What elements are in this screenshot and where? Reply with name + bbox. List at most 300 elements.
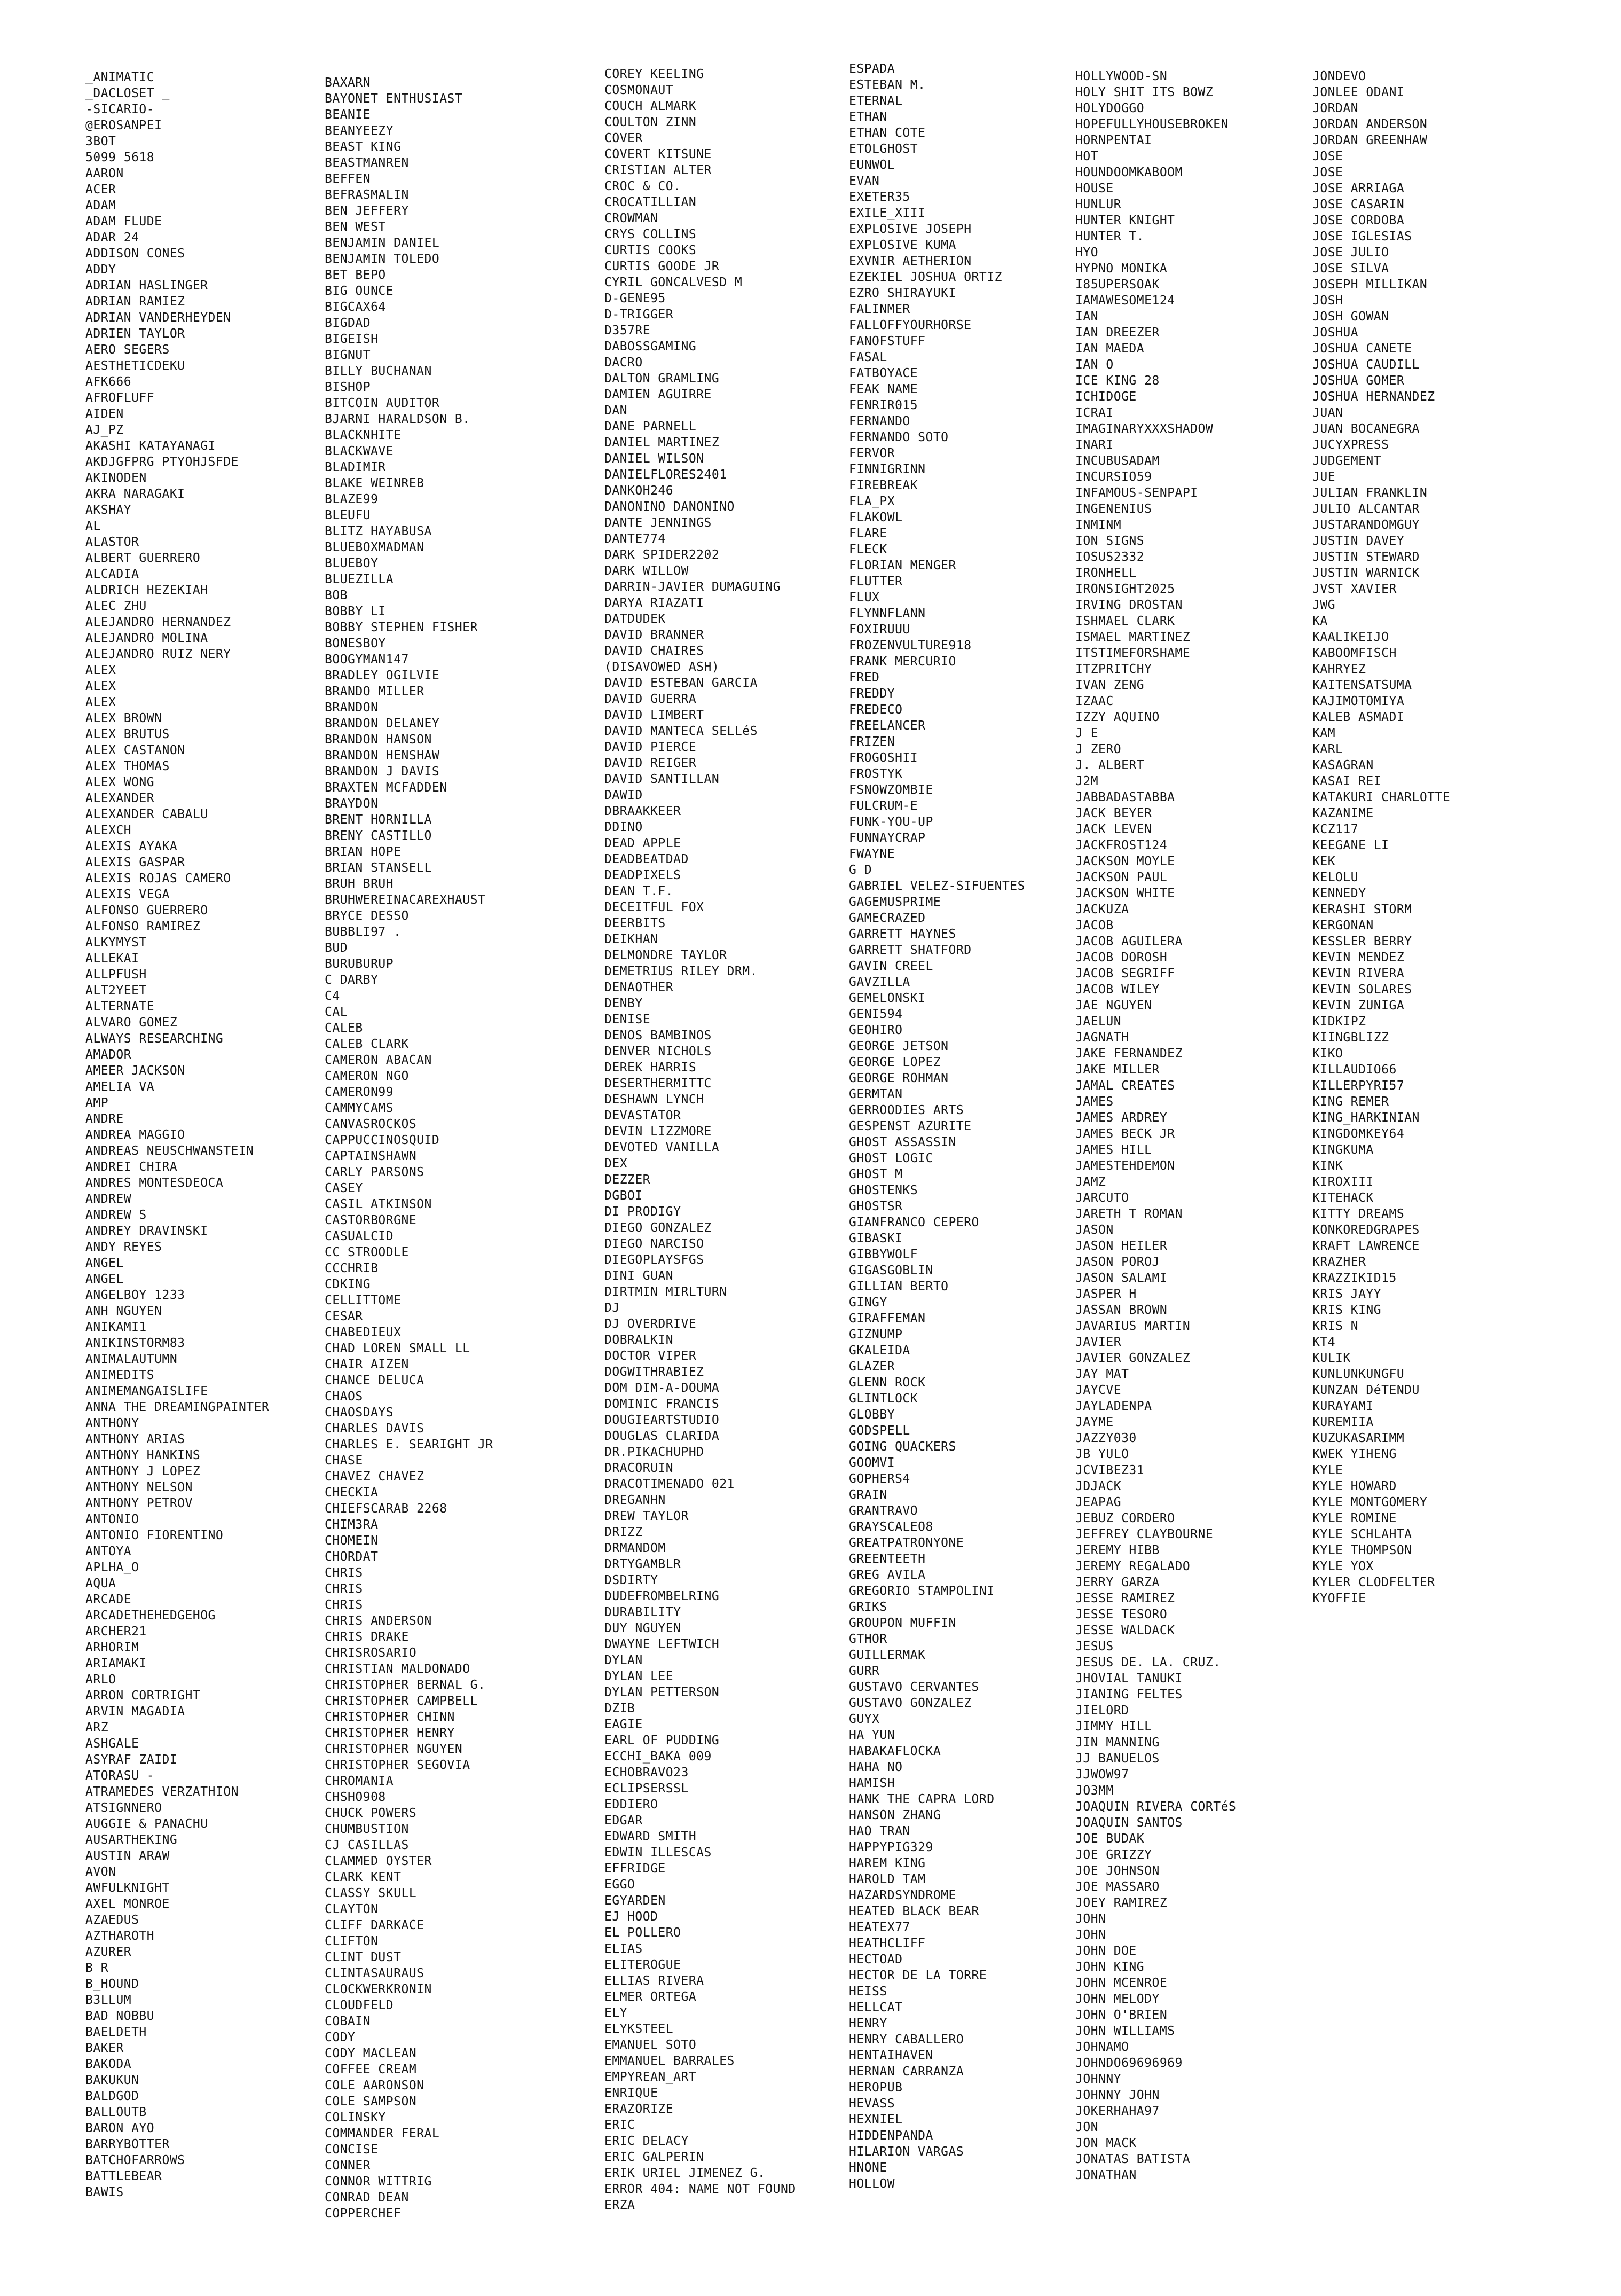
name-entry: GAMECRAZED <box>849 911 926 925</box>
name-entry: INGENENIUS <box>1075 502 1152 516</box>
name-entry: C DARBY <box>325 973 379 987</box>
name-entry: BRAYDON <box>325 797 379 811</box>
name-entry: FLUX <box>849 591 880 605</box>
name-entry: GRANTRAVO <box>849 1504 918 1518</box>
name-entry: EARL OF PUDDING <box>604 1734 720 1748</box>
name-entry: HORNPENTAI <box>1075 134 1152 147</box>
name-entry: BLACKNHITE <box>325 428 402 442</box>
name-entry: CHROMANIA <box>325 1774 394 1788</box>
name-entry: DGBOI <box>604 1189 643 1203</box>
name-entry: GLAZER <box>849 1360 895 1374</box>
name-entry: ALWAYS RESEARCHING <box>85 1032 224 1046</box>
name-entry: EMPYREAN_ART <box>604 2070 697 2084</box>
name-entry: ALEXANDER <box>85 792 155 805</box>
name-entry: DZIB <box>604 1702 635 1715</box>
name-entry: DENAOTHER <box>604 981 674 994</box>
name-entry: KILLERPYRI57 <box>1312 1079 1405 1093</box>
name-entry: CONRAD DEAN <box>325 2191 409 2205</box>
name-entry: GIRAFFEMAN <box>849 1312 926 1326</box>
name-entry: GOOMVI <box>849 1456 895 1470</box>
name-entry: DENOS BAMBINOS <box>604 1029 712 1043</box>
name-entry: GIGASGOBLIN <box>849 1264 933 1278</box>
name-entry: GIBBYWOLF <box>849 1248 918 1261</box>
name-entry: CHRISTOPHER HENRY <box>325 1726 455 1740</box>
name-entry: BARON AYO <box>85 2121 155 2135</box>
name-entry: ANIMEMANGAISLIFE <box>85 1384 208 1398</box>
name-entry: COUCH ALMARK <box>604 99 697 113</box>
name-entry: KYLE THOMPSON <box>1312 1543 1412 1557</box>
name-entry: COPPERCHEF <box>325 2207 402 2221</box>
name-entry: GINGY <box>849 1296 887 1310</box>
name-entry: DALTON GRAMLING <box>604 372 720 386</box>
name-entry: DRTYGAMBLR <box>604 1557 681 1571</box>
name-entry: JONATHAN <box>1075 2168 1137 2182</box>
name-entry: CYRIL GONCALVESD M <box>604 276 743 289</box>
name-entry: GEOHIRO <box>849 1023 903 1037</box>
name-entry: DEIKHAN <box>604 932 658 946</box>
name-entry: DAVID ESTEBAN GARCIA <box>604 676 758 690</box>
name-entry: JOSE ARRIAGA <box>1312 182 1405 195</box>
name-entry: GUSTAVO CERVANTES <box>849 1680 979 1694</box>
name-entry: DENISE <box>604 1013 651 1026</box>
name-entry: JOE GRIZZY <box>1075 1848 1152 1862</box>
name-entry: CHRIS DRAKE <box>325 1630 409 1644</box>
name-entry: AARON <box>85 167 124 181</box>
name-entry: HEATED BLACK BEAR <box>849 1905 979 1918</box>
name-entry: COBAIN <box>325 2015 371 2028</box>
name-entry: GROUPON MUFFIN <box>849 1616 956 1630</box>
name-entry: ALEX <box>85 663 116 677</box>
name-entry: KASAGRAN <box>1312 758 1374 772</box>
name-column-6 <box>1312 68 1450 1607</box>
name-entry: ALEX CASTANON <box>85 743 185 757</box>
name-entry: CHECKIA <box>325 1486 379 1500</box>
name-entry: KIROXIII <box>1312 1175 1374 1189</box>
name-entry: BJARNI HARALDSON B. <box>325 412 470 426</box>
name-entry: ALTERNATE <box>85 1000 155 1014</box>
name-entry: HOLLYWOOD-SN <box>1075 69 1168 83</box>
name-entry: KWEK YIHENG <box>1312 1447 1397 1461</box>
name-entry: GHOST LOGIC <box>849 1151 933 1165</box>
name-entry: ALEX BROWN <box>85 711 162 725</box>
name-entry: ALLPFUSH <box>85 968 147 982</box>
name-entry: GIZNUMP <box>849 1328 903 1342</box>
name-entry: ANNA THE DREAMINGPAINTER <box>85 1400 270 1414</box>
name-entry: ADRIAN VANDERHEYDEN <box>85 311 231 325</box>
name-entry: DAWID <box>604 788 643 802</box>
name-entry: ETOLGHOST <box>849 142 918 156</box>
name-entry: JASPER H <box>1075 1287 1137 1301</box>
name-entry: APLHA_O <box>85 1561 139 1574</box>
name-entry: FERVOR <box>849 446 895 460</box>
name-entry: ANDY REYES <box>85 1240 162 1254</box>
name-entry: JASON POROJ <box>1075 1255 1160 1269</box>
name-entry: ELIAS <box>604 1942 643 1956</box>
name-entry: EAGIE <box>604 1718 643 1731</box>
name-entry: CONNER <box>325 2159 371 2173</box>
name-entry: D357RE <box>604 324 651 338</box>
name-entry: ANTHONY ARIAS <box>85 1432 185 1446</box>
name-entry: CLASSY SKULL <box>325 1886 417 1900</box>
name-entry: ARCADETHEHEDGEHOG <box>85 1609 216 1623</box>
name-entry: ARVIN MAGADIA <box>85 1705 185 1719</box>
name-entry: JOHN WILLIAMS <box>1075 2024 1175 2038</box>
name-entry: DEERBITS <box>604 916 666 930</box>
name-entry: JAYCVE <box>1075 1383 1122 1397</box>
name-entry: GARRETT SHATFORD <box>849 943 972 957</box>
name-entry: KINK <box>1312 1159 1343 1173</box>
name-entry: KRIS KING <box>1312 1303 1382 1317</box>
name-entry: JOAQUIN RIVERA CORTéS <box>1075 1800 1237 1814</box>
name-entry: J. ALBERT <box>1075 758 1145 772</box>
name-entry: HANSON ZHANG <box>849 1808 941 1822</box>
name-entry: ICHIDOGE <box>1075 390 1137 404</box>
name-entry: ECCHI_BAKA 009 <box>604 1750 712 1764</box>
name-entry: ALEX BRUTUS <box>85 727 170 741</box>
name-entry: KABOOMFISCH <box>1312 646 1397 660</box>
name-entry: BILLY BUCHANAN <box>325 364 432 378</box>
name-entry: DELMONDRE TAYLOR <box>604 949 727 962</box>
name-entry: ECLIPSERSSL <box>604 1782 689 1796</box>
name-entry: JUCYXPRESS <box>1312 438 1389 452</box>
name-entry: DIEGO GONZALEZ <box>604 1221 712 1235</box>
name-entry: CJ CASILLAS <box>325 1838 409 1852</box>
name-entry: FRED <box>849 671 880 685</box>
name-entry: DATDUDEK <box>604 612 666 626</box>
name-entry: CAL <box>325 1005 348 1019</box>
name-entry: JOSE CASARIN <box>1312 198 1405 211</box>
name-entry: IAN O <box>1075 358 1114 372</box>
name-entry: JESSE TESORO <box>1075 1608 1168 1621</box>
name-entry: HA YUN <box>849 1728 895 1742</box>
name-entry: ALEX WONG <box>85 775 155 789</box>
name-entry: CODY <box>325 2031 356 2044</box>
name-entry: DESHAWN LYNCH <box>604 1093 704 1107</box>
name-entry: FROSTYK <box>849 767 903 781</box>
name-entry: AZURER <box>85 1945 132 1959</box>
name-entry: EXETER35 <box>849 190 910 204</box>
name-entry: JACKSON MOYLE <box>1075 855 1175 868</box>
name-entry: KYLE YOX <box>1312 1560 1374 1573</box>
name-entry: AIDEN <box>85 407 124 421</box>
name-entry: DUDEFROMBELRING <box>604 1589 720 1603</box>
name-entry: JOHN O'BRIEN <box>1075 2008 1168 2022</box>
name-entry: AZTHAROTH <box>85 1929 155 1943</box>
name-entry: JOHNAMO <box>1075 2040 1129 2054</box>
name-entry: GHOSTSR <box>849 1200 903 1213</box>
name-entry: AKSHAY <box>85 503 132 517</box>
name-entry: HOT <box>1075 150 1099 163</box>
name-column-4 <box>849 61 1025 2192</box>
name-entry: JUAN BOCANEGRA <box>1312 422 1420 436</box>
name-entry: FLARE <box>849 527 887 540</box>
name-entry: JAYLADENPA <box>1075 1399 1152 1413</box>
name-entry: ERIK URIEL JIMENEZ G. <box>604 2166 766 2180</box>
name-entry: DJ <box>604 1301 620 1315</box>
name-entry: JAGNATH <box>1075 1031 1129 1045</box>
name-entry: HENTAIHAVEN <box>849 2049 933 2063</box>
name-entry: JORDAN <box>1312 101 1359 115</box>
name-entry: KIINGBLIZZ <box>1312 1031 1389 1045</box>
name-entry: JESSE RAMIREZ <box>1075 1592 1175 1605</box>
name-entry: JEBUZ CORDERO <box>1075 1511 1175 1525</box>
name-entry: GENI594 <box>849 1007 903 1021</box>
name-entry: CHASE <box>325 1454 363 1468</box>
name-entry: ALVARO GOMEZ <box>85 1016 178 1030</box>
name-entry: DWAYNE LEFTWICH <box>604 1637 720 1651</box>
name-entry: CHAIR AIZEN <box>325 1358 409 1372</box>
name-entry: GKALEIDA <box>849 1344 910 1358</box>
name-entry: GABRIEL VELEZ-SIFUENTES <box>849 879 1025 893</box>
name-entry: DOGWITHRABIEZ <box>604 1365 704 1379</box>
name-entry: KUNZAN DéTENDU <box>1312 1383 1420 1397</box>
name-entry: ALEXIS AYAKA <box>85 840 178 853</box>
name-entry: JORDAN ANDERSON <box>1312 117 1428 131</box>
name-entry: GERMTAN <box>849 1087 903 1101</box>
name-entry: JASSAN BROWN <box>1075 1303 1168 1317</box>
name-entry: DR.PIKACHUPHD <box>604 1445 704 1459</box>
name-entry: JONDEVO <box>1312 69 1366 83</box>
name-entry: CHRISTOPHER CAMPBELL <box>325 1694 478 1708</box>
name-entry: 5099 5618 <box>85 151 155 164</box>
name-entry: IMAGINARYXXXSHADOW <box>1075 422 1214 436</box>
name-entry: ENRIQUE <box>604 2086 658 2100</box>
name-entry: AJ_PZ <box>85 423 124 437</box>
name-entry: GIANFRANCO CEPERO <box>849 1216 979 1229</box>
name-entry: JAKE MILLER <box>1075 1063 1160 1077</box>
name-entry: KONKOREDGRAPES <box>1312 1223 1420 1237</box>
name-entry: FULCRUM-E <box>849 799 918 813</box>
name-entry: JULIAN FRANKLIN <box>1312 486 1428 500</box>
name-entry: JOSE <box>1312 166 1343 179</box>
name-entry: ANTONIO FIORENTINO <box>85 1529 224 1542</box>
name-entry: CHRISTOPHER BERNAL G. <box>325 1678 486 1692</box>
name-entry: DENBY <box>604 997 643 1010</box>
name-entry: JOHN MCENROE <box>1075 1976 1168 1990</box>
name-entry: KULIK <box>1312 1351 1351 1365</box>
name-entry: DENVER NICHOLS <box>604 1045 712 1059</box>
name-entry: KARL <box>1312 742 1343 756</box>
name-entry: BLITZ HAYABUSA <box>325 524 432 538</box>
name-entry: DARYA RIAZATI <box>604 596 704 610</box>
name-entry: HEATEX77 <box>849 1921 910 1934</box>
name-entry: BRANDON DELANEY <box>325 717 440 731</box>
name-entry: BRIAN HOPE <box>325 845 402 859</box>
name-entry: COFFEE CREAM <box>325 2063 417 2076</box>
name-entry: ALBERT GUERRERO <box>85 551 201 565</box>
name-entry: ANH NGUYEN <box>85 1304 162 1318</box>
name-entry: GRAYSCALEO8 <box>849 1520 933 1534</box>
name-entry: DEAN T.F. <box>604 884 674 898</box>
name-entry: ANGEL <box>85 1272 124 1286</box>
name-entry: BUD <box>325 941 348 955</box>
name-entry: GREG AVILA <box>849 1568 926 1582</box>
name-entry: ERAZORIZE <box>604 2102 674 2116</box>
name-entry: JOHNDO69696969 <box>1075 2056 1183 2070</box>
name-entry: ANTHONY PETROV <box>85 1496 193 1510</box>
name-entry: GUILLERMAK <box>849 1648 926 1662</box>
name-entry: FROGOSHII <box>849 751 918 765</box>
name-entry: FALLOFFYOURHORSE <box>849 318 972 332</box>
name-entry: CRYS COLLINS <box>604 228 697 241</box>
name-entry: IVAN ZENG <box>1075 678 1145 692</box>
name-entry: DRIZZ <box>604 1525 643 1539</box>
name-entry: JEREMY REGALADO <box>1075 1560 1191 1573</box>
name-entry: CESAR <box>325 1310 363 1323</box>
name-entry: DI PRODIGY <box>604 1205 681 1219</box>
name-entry: HAPPYPIG329 <box>849 1840 933 1854</box>
name-entry: HAZARDSYNDROME <box>849 1888 956 1902</box>
name-entry: BRIAN STANSELL <box>325 861 432 875</box>
name-entry: AMP <box>85 1096 109 1110</box>
name-entry: ANTHONY J LOPEZ <box>85 1464 201 1478</box>
name-entry: JON MACK <box>1075 2136 1137 2150</box>
name-entry: JJWOW97 <box>1075 1768 1129 1782</box>
name-entry: HUNLUR <box>1075 198 1122 211</box>
name-entry: DAVID PIERCE <box>604 740 697 754</box>
name-entry: BRENY CASTILLO <box>325 829 432 843</box>
name-entry: DOMINIC FRANCIS <box>604 1397 720 1411</box>
name-entry: ARCHER21 <box>85 1625 147 1639</box>
name-entry: HERNAN CARRANZA <box>849 2065 964 2079</box>
name-entry: EZEKIEL JOSHUA ORTIZ <box>849 270 1002 284</box>
name-entry: JAVIER <box>1075 1335 1122 1349</box>
name-entry: -SICARIO- <box>85 103 155 116</box>
name-entry: JUAN <box>1312 406 1343 420</box>
name-entry: ADRIAN RAMIEZ <box>85 295 185 309</box>
name-entry: BEASTMANREN <box>325 156 409 170</box>
name-entry: CROCATILLIAN <box>604 195 697 209</box>
name-entry: KITTY DREAMS <box>1312 1207 1405 1221</box>
name-entry: _DACLOSET _ <box>85 87 170 100</box>
name-entry: JAY MAT <box>1075 1367 1129 1381</box>
name-entry: JON <box>1075 2120 1099 2134</box>
name-entry: ESTEBAN M. <box>849 78 926 92</box>
name-entry: CALEB <box>325 1021 363 1035</box>
name-entry: D-TRIGGER <box>604 308 674 322</box>
name-entry: DEADPIXELS <box>604 868 681 882</box>
name-entry: EXPLOSIVE KUMA <box>849 238 956 252</box>
name-entry: EGGO <box>604 1878 635 1892</box>
name-entry: ISMAEL MARTINEZ <box>1075 630 1191 644</box>
name-entry: ALEJANDRO HERNANDEZ <box>85 615 231 629</box>
name-entry: DANTE774 <box>604 532 666 546</box>
name-entry: ASHGALE <box>85 1737 139 1751</box>
name-entry: KINGDOMKEY64 <box>1312 1127 1405 1141</box>
name-entry: CAMERON ABACAN <box>325 1053 432 1067</box>
name-entry: KAJIMOTOMIYA <box>1312 694 1405 708</box>
name-entry: BAD NOBBU <box>85 2009 155 2023</box>
name-entry: DEMETRIUS RILEY DRM. <box>604 965 758 978</box>
name-entry: CHRIS <box>325 1598 363 1612</box>
name-entry: JACOB DOROSH <box>1075 951 1168 965</box>
name-entry: CLAYTON <box>325 1902 379 1916</box>
name-entry: BISHOP <box>325 380 371 394</box>
name-entry: BEANYEEZY <box>325 124 394 138</box>
name-entry: EUNWOL <box>849 158 895 172</box>
name-entry: JOHN KING <box>1075 1960 1145 1974</box>
name-entry: KEEGANE LI <box>1312 839 1389 852</box>
name-entry: KELOLU <box>1312 871 1359 884</box>
name-entry: J ZERO <box>1075 742 1122 756</box>
name-entry: IAN DREEZER <box>1075 326 1160 340</box>
name-entry: HENRY CABALLERO <box>849 2033 964 2047</box>
name-entry: GERROODIES ARTS <box>849 1103 964 1117</box>
name-entry: DANIEL WILSON <box>604 452 704 466</box>
name-entry: EDWARD SMITH <box>604 1830 697 1844</box>
name-entry: ALEXIS GASPAR <box>85 856 185 869</box>
name-entry: DARK WILLOW <box>604 564 689 578</box>
name-entry: ADRIAN HASLINGER <box>85 279 208 293</box>
name-entry: DARK SPIDER2202 <box>604 548 720 562</box>
name-entry: JOSE SILVA <box>1312 262 1389 276</box>
name-entry: HEXNIEL <box>849 2113 903 2127</box>
name-entry: DACRO <box>604 356 643 370</box>
name-entry: ANIKINSTORM83 <box>85 1336 185 1350</box>
name-entry: KEVIN RIVERA <box>1312 967 1405 981</box>
name-entry: JOHN DOE <box>1075 1944 1137 1958</box>
name-entry: DESERTHERMITTC <box>604 1077 712 1091</box>
name-entry: JVST XAVIER <box>1312 582 1397 596</box>
name-entry: CHARLES E. SEARIGHT JR <box>325 1438 493 1452</box>
name-entry: ECHOBRAVO23 <box>604 1766 689 1780</box>
name-entry: AESTHETICDEKU <box>85 359 185 373</box>
name-entry: JOHNNY <box>1075 2072 1122 2086</box>
name-entry: JESUS DE. LA. CRUZ. <box>1075 1656 1221 1670</box>
name-entry: KILLAUDIO66 <box>1312 1063 1397 1077</box>
name-entry: CLIFF DARKACE <box>325 1918 424 1932</box>
name-entry: ALEC ZHU <box>85 599 147 613</box>
name-entry: JDJACK <box>1075 1479 1122 1493</box>
name-entry: JABBADASTABBA <box>1075 790 1175 804</box>
name-entry: ANDREI CHIRA <box>85 1160 178 1174</box>
name-entry: BARRYBOTTER <box>85 2137 170 2151</box>
name-entry: KAHRYEZ <box>1312 662 1366 676</box>
name-entry: HOUSE <box>1075 182 1114 195</box>
name-entry: BEFFEN <box>325 172 371 186</box>
name-entry: JARETH T ROMAN <box>1075 1207 1183 1221</box>
name-entry: JOSH GOWAN <box>1312 310 1389 324</box>
name-entry: ANIMALAUTUMN <box>85 1352 178 1366</box>
name-entry: ANDREW S <box>85 1208 147 1222</box>
name-entry: BLUEBOXMADMAN <box>325 540 424 554</box>
name-entry: DAN <box>604 404 628 418</box>
name-entry: ERZA <box>604 2198 635 2212</box>
name-entry: BAKER <box>85 2041 124 2055</box>
name-entry: JJ BANUELOS <box>1075 1752 1160 1766</box>
name-entry: AQUA <box>85 1577 116 1590</box>
name-entry: ANTHONY NELSON <box>85 1480 193 1494</box>
name-entry: CDKING <box>325 1278 371 1291</box>
name-entry: JESSE WALDACK <box>1075 1624 1175 1637</box>
name-entry: CAMERON NGO <box>325 1069 409 1083</box>
name-entry: DANONINO DANONINO <box>604 500 735 514</box>
name-entry: DEVOTED VANILLA <box>604 1141 720 1155</box>
name-entry: DANKOH246 <box>604 484 674 498</box>
name-entry: CASIL ATKINSON <box>325 1197 432 1211</box>
name-entry: BLUEBOY <box>325 557 379 570</box>
name-entry: DOBRALKIN <box>604 1333 674 1347</box>
name-entry: KA <box>1312 614 1328 628</box>
name-entry: IRONSIGHT2025 <box>1075 582 1175 596</box>
name-entry: BEN JEFFERY <box>325 204 409 218</box>
name-entry: D-GENE95 <box>604 292 666 305</box>
name-entry: BRYCE DESSO <box>325 909 409 923</box>
name-entry: JAMES ARDREY <box>1075 1111 1168 1125</box>
name-entry: EMANUEL SOTO <box>604 2038 697 2052</box>
name-column-1 <box>85 69 269 2200</box>
name-entry: FRIZEN <box>849 735 895 749</box>
